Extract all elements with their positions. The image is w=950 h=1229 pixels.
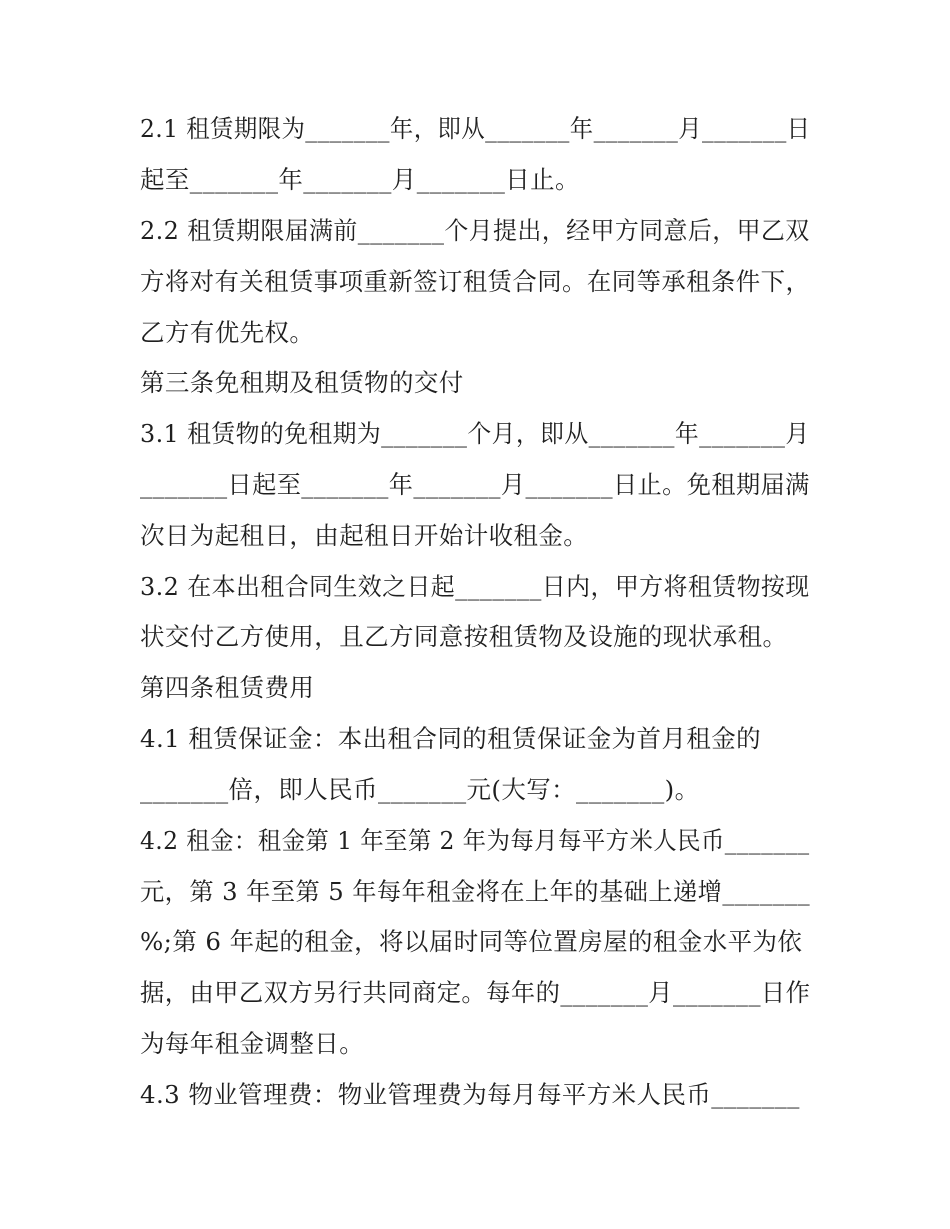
clause-4-1-line-2: _______倍，即人民币_______元(大写：_______)。 bbox=[140, 775, 700, 804]
article-3-heading: 第三条免租期及租赁物的交付 bbox=[140, 368, 464, 397]
clause-2-1-line-2: 起至_______年_______月_______日止。 bbox=[140, 165, 580, 194]
clause-3-1-line-2: _______日起至_______年_______月_______日止。免租期届满 bbox=[140, 470, 810, 499]
clause-3-2-line-2: 状交付乙方使用，且乙方同意按租赁物及设施的现状承租。 bbox=[140, 622, 788, 651]
clause-2-1-line-1: 2.1 租赁期限为_______年，即从_______年_______月_______日 bbox=[140, 114, 811, 143]
clause-2-2-line-2: 方将对有关租赁事项重新签订租赁合同。在同等承租条件下， bbox=[140, 267, 811, 296]
clause-4-2-line-3: %;第 6 年起的租金，将以届时同等位置房屋的租金水平为依 bbox=[140, 927, 803, 956]
clause-4-2-line-2: 元，第 3 年至第 5 年每年租金将在上年的基础上递增_______ bbox=[140, 877, 811, 906]
clause-4-3-line-1: 4.3 物业管理费：物业管理费为每月每平方米人民币_______ bbox=[140, 1080, 800, 1109]
article-4-heading: 第四条租赁费用 bbox=[140, 673, 315, 702]
clause-2-2-line-3: 乙方有优先权。 bbox=[140, 318, 315, 347]
clause-3-2-line-1: 3.2 在本出租合同生效之日起_______日内，甲方将租赁物按现 bbox=[140, 572, 810, 601]
clause-4-1-line-1: 4.1 租赁保证金：本出租合同的租赁保证金为首月租金的 bbox=[140, 724, 762, 753]
clause-3-1-line-1: 3.1 租赁物的免租期为_______个月，即从_______年_______月 bbox=[140, 419, 810, 448]
clause-4-2-line-5: 为每年租金调整日。 bbox=[140, 1029, 365, 1058]
clause-2-2-line-1: 2.2 租赁期限届满前_______个月提出，经甲方同意后，甲乙双 bbox=[140, 216, 810, 245]
clause-4-2-line-4: 据，由甲乙双方另行共同商定。每年的_______月_______日作 bbox=[140, 978, 811, 1007]
clause-4-2-line-1: 4.2 租金：租金第 1 年至第 2 年为每月每平方米人民币_______ bbox=[140, 826, 810, 855]
clause-3-1-line-3: 次日为起租日，由起租日开始计收租金。 bbox=[140, 521, 589, 550]
